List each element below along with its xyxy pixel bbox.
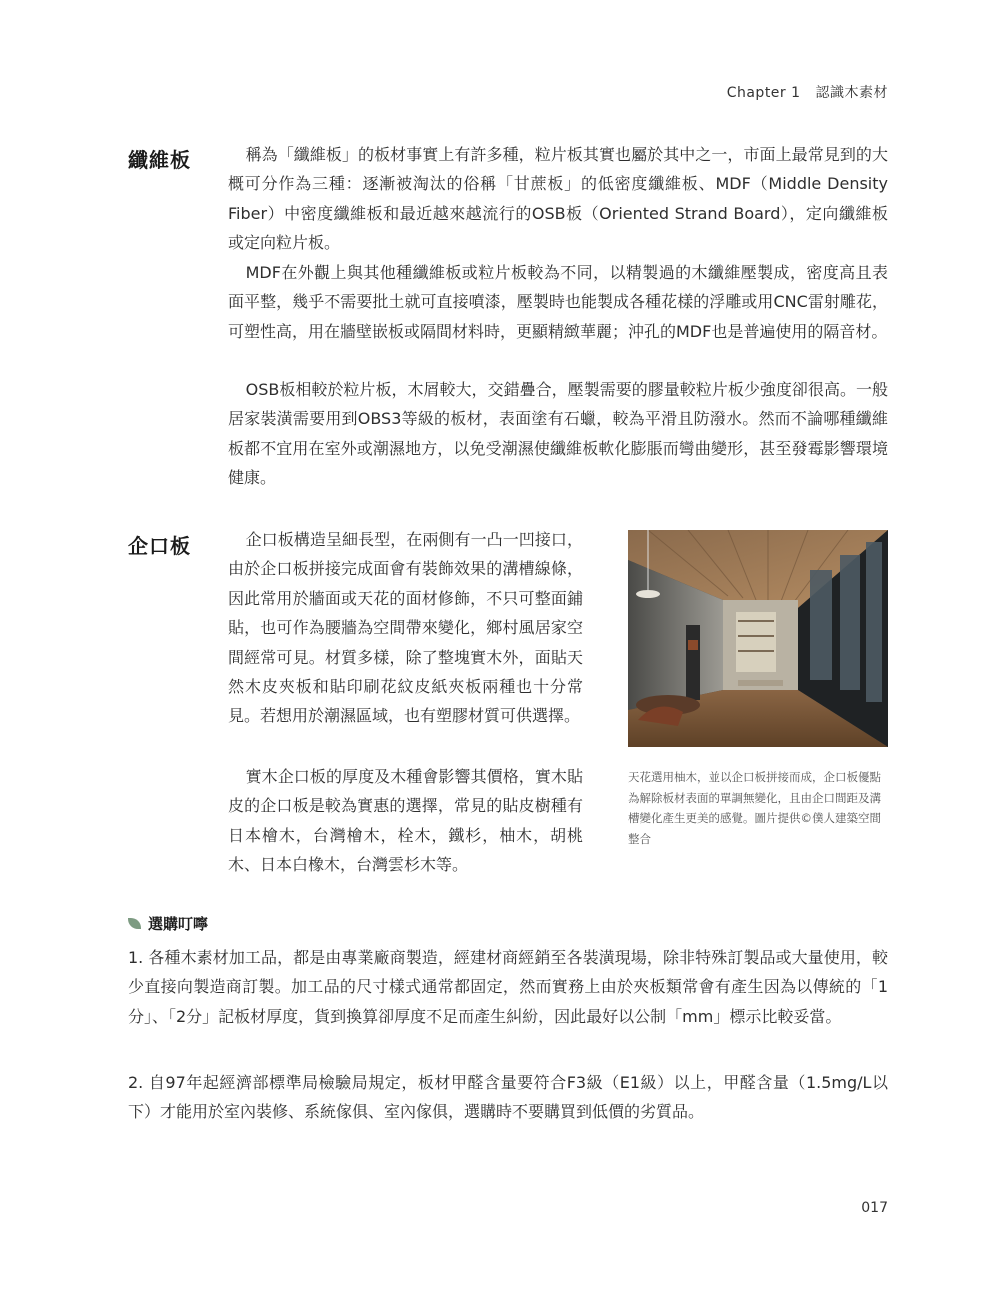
- term-tongue-groove-board: 企口板: [128, 534, 191, 558]
- fiberboard-paragraph-1: 稱為「纖維板」的板材事實上有許多種，粒片板其實也屬於其中之一，市面上最常見到的大概可分作為三種：逐漸被淘汰的俗稱「甘蔗板」的低密度纖維板、MDF（Middle Density Fiber）中密度纖維板和最近越來越流行的OSB板（Oriented Strand Board），定向纖維板或定向粒片板。: [228, 145, 888, 253]
- tongue-groove-paragraph-1: 企口板構造呈細長型，在兩側有一凸一凹接口，由於企口板拼接完成面會有裝飾效果的溝槽線條，因此常用於牆面或天花的面材修飾，不只可整面鋪貼，也可作為腰牆為空間帶來變化，鄉村風居家空間經常可見。材質多樣，除了整塊實木外，面貼天然木皮夾板和貼印刷花紋皮紙夾板兩種也十分常見。若想用於潮濕區域，也有塑膠材質可供選擇。: [228, 530, 583, 726]
- tips-heading-label: 選購叮嚀: [148, 915, 209, 933]
- running-header: [727, 82, 888, 102]
- tip-item-2: 2. 自97年起經濟部標準局檢驗局規定，板材甲醛含量要符合F3級（E1級）以上，甲醛含量（1.5mg/L以下）才能用於室內裝修、系統傢俱、室內傢俱，選購時不要購買到低價的劣質品。: [128, 1073, 888, 1122]
- fiberboard-paragraph-2: MDF在外觀上與其他種纖維板或粒片板較為不同，以精製過的木纖維壓製成，密度高且表面平整，幾乎不需要批土就可直接噴漆，壓製時也能製成各種花樣的浮雕或用CNC雷射雕花，可塑性高，用在牆壁嵌板或隔間材料時，更顯精緻華麗；沖孔的MDF也是普遍使用的隔音材。: [228, 263, 888, 341]
- term-fiberboard: 纖維板: [128, 148, 191, 172]
- photo-caption: 天花選用柚木，並以企口板拼接而成，企口板優點為解除板材表面的單調無變化，且由企口間距及溝槽變化產生更美的感覺。圖片提供©僕人建築空間整合: [628, 770, 881, 846]
- page-number: 017: [861, 1200, 888, 1216]
- interior-photo: [628, 530, 888, 747]
- chapter-title: 認識木素材: [815, 85, 888, 101]
- tip-item-1: 1. 各種木素材加工品，都是由專業廠商製造，經建材商經銷至各裝潢現場，除非特殊訂製品或大量使用，較少直接向製造商訂製。加工品的尺寸樣式通常都固定，然而實務上由於夾板類常會有產生因為以傳統的「1分」、「2分」記板材厚度，貨到換算卻厚度不足而產生糾紛，因此最好以公制「mm」標示比較妥當。: [128, 948, 888, 1026]
- fiberboard-paragraph-3: OSB板相較於粒片板，木屑較大，交錯疊合，壓製需要的膠量較粒片板少強度卻很高。一般居家裝潢需要用到OBS3等級的板材，表面塗有石蠟，較為平滑且防潑水。然而不論哪種纖維板都不宜用在室外或潮濕地方，以免受潮濕使纖維板軟化膨脹而彎曲變形，甚至發霉影響環境健康。: [228, 380, 888, 488]
- leaf-icon: [128, 918, 141, 929]
- tips-heading: [128, 913, 208, 934]
- interior-photo-illustration: [628, 530, 888, 747]
- chapter-label: Chapter 1: [726, 85, 801, 101]
- tongue-groove-paragraph-2: 實木企口板的厚度及木種會影響其價格，實木貼皮的企口板是較為實惠的選擇，常見的貼皮樹種有日本檜木，台灣檜木，栓木，鐵杉，柚木，胡桃木、日本白橡木，台灣雲杉木等。: [228, 767, 583, 875]
